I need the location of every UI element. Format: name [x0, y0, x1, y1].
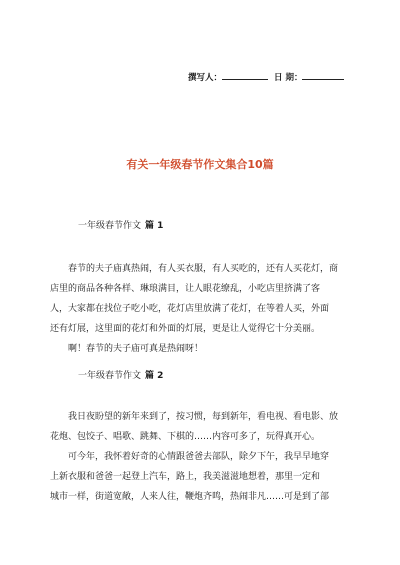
writer-label: 撰写人： — [188, 73, 223, 83]
text-line: 上新衣服和爸爸一起登上汽车，路上，我美滋滋地想着，那里一定和 — [50, 472, 321, 482]
text-line: 人，大家都在找位子吃小吃，花灯店里放满了花灯，在等着人买，外面 — [50, 304, 330, 314]
section-heading-2 — [78, 368, 163, 381]
section-heading-number: 篇 1 — [145, 221, 164, 231]
text-line: 花炮、包饺子、唱歌、跳舞、下棋的……内容可多了，玩得真开心。 — [50, 432, 321, 442]
document-header — [188, 71, 344, 83]
section-heading-text: 一年级春节作文 — [78, 371, 142, 381]
text-line: 店里的商品各种各样、琳琅满目，让人眼花缭乱，小吃店里挤满了客 — [50, 284, 321, 294]
text-line: 我日夜盼望的新年来到了，按习惯，每到新年，看电视、看电影、放 — [68, 412, 339, 422]
document-title: 有关一年级春节作文集合10篇 — [126, 158, 274, 171]
text-line: 春节的夫子庙真热闹，有人买衣服，有人买吃的，还有人买花灯，商 — [68, 264, 339, 274]
date-blank-line — [302, 79, 344, 80]
section-heading-text: 一年级春节作文 — [78, 221, 142, 231]
section-body-2 — [50, 407, 350, 507]
section-heading-1 — [78, 218, 163, 231]
writer-blank-line — [222, 79, 268, 80]
date-label: 日 期： — [274, 73, 303, 83]
section-body-1 — [50, 259, 350, 359]
text-line: 还有灯展，这里面的花灯和外面的灯展，更是让人觉得它十分美丽。 — [50, 324, 321, 334]
section-heading-number: 篇 2 — [145, 371, 164, 381]
text-line: 可今年，我怀着好奇的心情跟爸爸去部队，除夕下午，我早早地穿 — [68, 452, 330, 462]
text-line: 啊！春节的夫子庙可真是热闹呀！ — [68, 344, 204, 354]
text-line: 城市一样，街道宽敞，人来人往，鞭炮齐鸣，热闹非凡……可是到了部 — [50, 492, 330, 502]
